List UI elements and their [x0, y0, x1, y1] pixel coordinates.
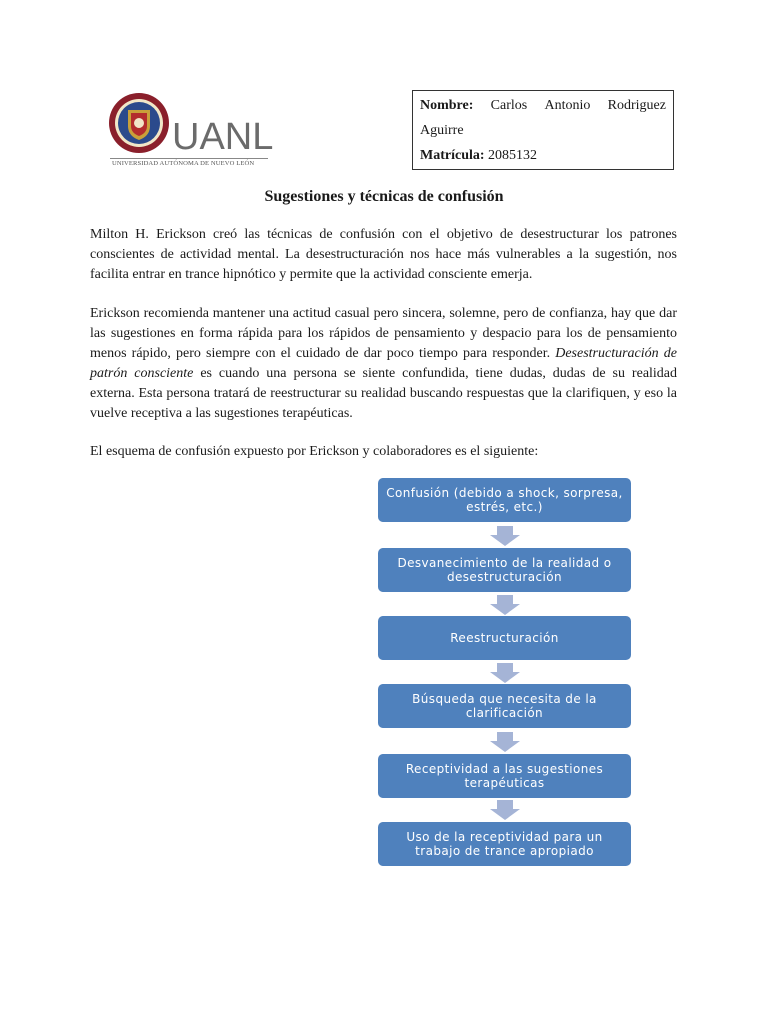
paragraph-intro: Milton H. Erickson creó las técnicas de confusión con el objetivo de desestructurar los patrones conscientes de actividad mental. La desestructuración nos hace más vulnerables a la sugestión, nos facilita entrar en trance hipnótico y permite que la actividad consciente emerja. — [90, 227, 677, 282]
down-arrow-icon — [490, 595, 520, 615]
italic-term: Desestructuración de patrón consciente — [90, 346, 677, 381]
paragraph-text: Erickson recomienda mantener una actitud casual pero sincera, solemne, pero de confianza, hay que dar las sugestiones en forma rápida para los rápidos de pensamiento y despacio para los de pensamiento menos rápido, pero siempre con el cuidado de dar poco tiempo para responder. — [90, 306, 677, 361]
uanl-subtitle: UNIVERSIDAD AUTÓNOMA DE NUEVO LEÓN — [112, 160, 255, 167]
down-arrow-icon — [490, 526, 520, 546]
id-value: 2085132 — [488, 148, 538, 163]
student-info-box — [412, 90, 674, 170]
id-label: Matrícula: — [420, 148, 485, 163]
flow-step: Confusión (debido a shock, sorpresa, estrés, etc.) — [378, 478, 631, 522]
id-row — [420, 144, 666, 168]
paragraph-scheme-intro: El esquema de confusión expuesto por Erickson y colaboradores es el siguiente: — [90, 444, 539, 459]
flow-step: Reestructuración — [378, 616, 631, 660]
flow-step: Receptividad a las sugestiones terapéuticas — [378, 754, 631, 798]
name-continuation: Aguirre — [420, 123, 464, 138]
flow-step: Uso de la receptividad para un trabajo de trance apropiado — [378, 822, 631, 866]
name-label: Nombre: — [420, 98, 474, 113]
flow-step: Búsqueda que necesita de la clarificación — [378, 684, 631, 728]
flow-step: Desvanecimiento de la realidad o desestructuración — [378, 548, 631, 592]
uanl-wordmark: UANL — [172, 116, 274, 158]
name-word: Antonio — [544, 98, 591, 113]
uanl-logo — [108, 92, 274, 172]
paragraph-text: es cuando una persona se siente confundida, tiene dudas, dudas de su realidad externa. Esta persona tratará de reestructurar su realidad buscando respuestas que la clarifiquen, y eso la vuelve receptiva a las sugestiones terapéuticas. — [90, 366, 678, 421]
confusion-flowchart — [378, 478, 631, 868]
logo-divider — [110, 158, 268, 159]
name-word: Carlos — [490, 98, 528, 113]
university-seal-icon — [108, 92, 170, 154]
name-word: Rodriguez — [607, 98, 666, 113]
down-arrow-icon — [490, 732, 520, 752]
paragraph-recommendation — [90, 304, 677, 424]
name-row — [420, 94, 666, 118]
down-arrow-icon — [490, 663, 520, 683]
down-arrow-icon — [490, 800, 520, 820]
document-title: Sugestiones y técnicas de confusión — [264, 188, 504, 205]
